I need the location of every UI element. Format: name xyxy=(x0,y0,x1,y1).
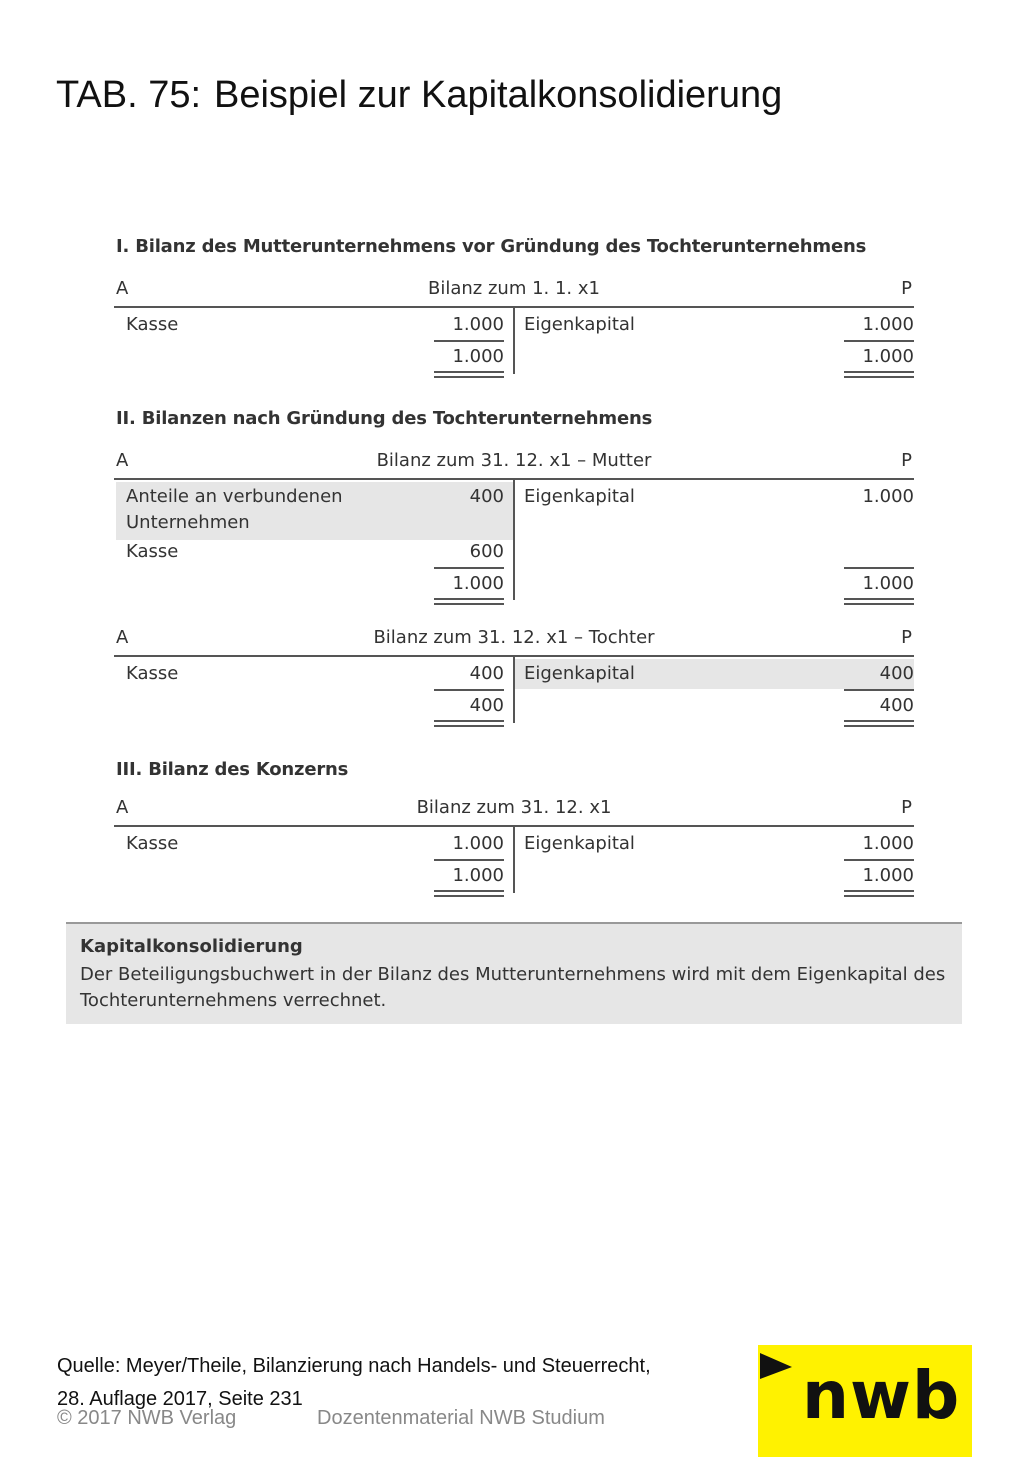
sum-line xyxy=(844,859,914,861)
t-account-title: Bilanz zum 31. 12. x1 – Mutter xyxy=(376,450,652,471)
sum-line xyxy=(844,689,914,691)
aktiva-label: Kasse xyxy=(126,314,179,335)
aktiva-value: 1.000 xyxy=(452,314,504,335)
section-heading-2: II. Bilanzen nach Gründung des Tochterunternehmens xyxy=(116,408,653,429)
passiva-label: Eigenkapital xyxy=(524,486,635,507)
sum-line xyxy=(434,340,504,342)
sum-line xyxy=(434,859,504,861)
t-account-divider xyxy=(513,480,515,600)
section-heading-1: I. Bilanz des Mutterunternehmens vor Gründung des Tochterunternehmens xyxy=(116,236,867,257)
passiva-value: 1.000 xyxy=(862,833,914,854)
t-account-divider xyxy=(513,308,515,374)
source-line-2: 28. Auflage 2017, Seite 231 xyxy=(57,1388,303,1410)
t-account-body xyxy=(114,827,914,897)
info-box-text: Der Beteiligungsbuchwert in der Bilanz des Mutterunternehmens wird mit dem Eigenkapital des Tochterunternehmens verrechnet. xyxy=(80,964,946,1011)
t-account-header xyxy=(114,795,914,827)
t-account-header xyxy=(114,625,914,657)
aktiva-value: 1.000 xyxy=(452,833,504,854)
aktiva-marker: A xyxy=(116,627,129,648)
aktiva-value: 600 xyxy=(469,541,504,562)
aktiva-label: Kasse xyxy=(126,663,179,684)
aktiva-value: 400 xyxy=(469,486,504,507)
sum-line xyxy=(844,567,914,569)
aktiva-marker: A xyxy=(116,797,129,818)
double-underline xyxy=(844,720,914,727)
aktiva-total: 1.000 xyxy=(452,865,504,886)
t-account-title: Bilanz zum 31. 12. x1 xyxy=(416,797,612,818)
aktiva-total: 1.000 xyxy=(452,346,504,367)
passiva-total: 1.000 xyxy=(862,346,914,367)
sum-line xyxy=(434,689,504,691)
section-heading-3: III. Bilanz des Konzerns xyxy=(116,759,349,780)
passiva-value: 1.000 xyxy=(862,314,914,335)
t-account-header xyxy=(114,448,914,480)
table-number: TAB. 75: xyxy=(56,74,202,116)
info-box xyxy=(66,922,962,1024)
sum-line xyxy=(844,340,914,342)
passiva-marker: P xyxy=(901,278,912,299)
sum-line xyxy=(434,567,504,569)
passiva-label: Eigenkapital xyxy=(524,833,635,854)
aktiva-marker: A xyxy=(116,450,129,471)
double-underline xyxy=(434,890,504,897)
passiva-value: 400 xyxy=(879,663,914,684)
t-account-body xyxy=(114,308,914,378)
double-underline xyxy=(844,890,914,897)
aktiva-total: 400 xyxy=(469,695,504,716)
passiva-total: 1.000 xyxy=(862,573,914,594)
t-account-3 xyxy=(114,625,914,727)
t-account-2 xyxy=(114,448,914,604)
footer xyxy=(57,1407,605,1430)
aktiva-value: 400 xyxy=(469,663,504,684)
aktiva-label-cont: Unternehmen xyxy=(126,512,250,533)
passiva-total: 1.000 xyxy=(862,865,914,886)
t-account-divider xyxy=(513,827,515,893)
logo-wordmark: nwb xyxy=(802,1357,961,1434)
table-title-text: Beispiel zur Kapitalkonsolidierung xyxy=(214,74,783,116)
passiva-total: 400 xyxy=(879,695,914,716)
nwb-logo xyxy=(758,1345,972,1457)
passiva-marker: P xyxy=(901,627,912,648)
t-account-body xyxy=(114,480,914,604)
t-account-header xyxy=(114,276,914,308)
t-account-body xyxy=(114,657,914,727)
passiva-marker: P xyxy=(901,450,912,471)
t-account-1 xyxy=(114,276,914,378)
aktiva-total: 1.000 xyxy=(452,573,504,594)
aktiva-marker: A xyxy=(116,278,129,299)
aktiva-label: Anteile an verbundenen xyxy=(126,486,343,507)
t-account-divider xyxy=(513,657,515,723)
passiva-label: Eigenkapital xyxy=(524,314,635,335)
t-account-title: Bilanz zum 31. 12. x1 – Tochter xyxy=(373,627,655,648)
double-underline xyxy=(844,371,914,378)
double-underline xyxy=(434,720,504,727)
source-line-1: Quelle: Meyer/Theile, Bilanzierung nach Handels- und Steuerrecht, xyxy=(57,1355,651,1377)
passiva-value: 1.000 xyxy=(862,486,914,507)
passiva-marker: P xyxy=(901,797,912,818)
passiva-label: Eigenkapital xyxy=(524,663,635,684)
double-underline xyxy=(434,371,504,378)
t-account-4 xyxy=(114,795,914,897)
double-underline xyxy=(844,598,914,605)
double-underline xyxy=(434,598,504,605)
series-label: Dozentenmaterial NWB Studium xyxy=(317,1407,605,1429)
aktiva-label: Kasse xyxy=(126,833,179,854)
info-box-heading: Kapitalkonsolidierung xyxy=(80,936,303,957)
t-account-title: Bilanz zum 1. 1. x1 xyxy=(428,278,600,299)
copyright: © 2017 NWB Verlag xyxy=(57,1407,237,1429)
aktiva-label: Kasse xyxy=(126,541,179,562)
